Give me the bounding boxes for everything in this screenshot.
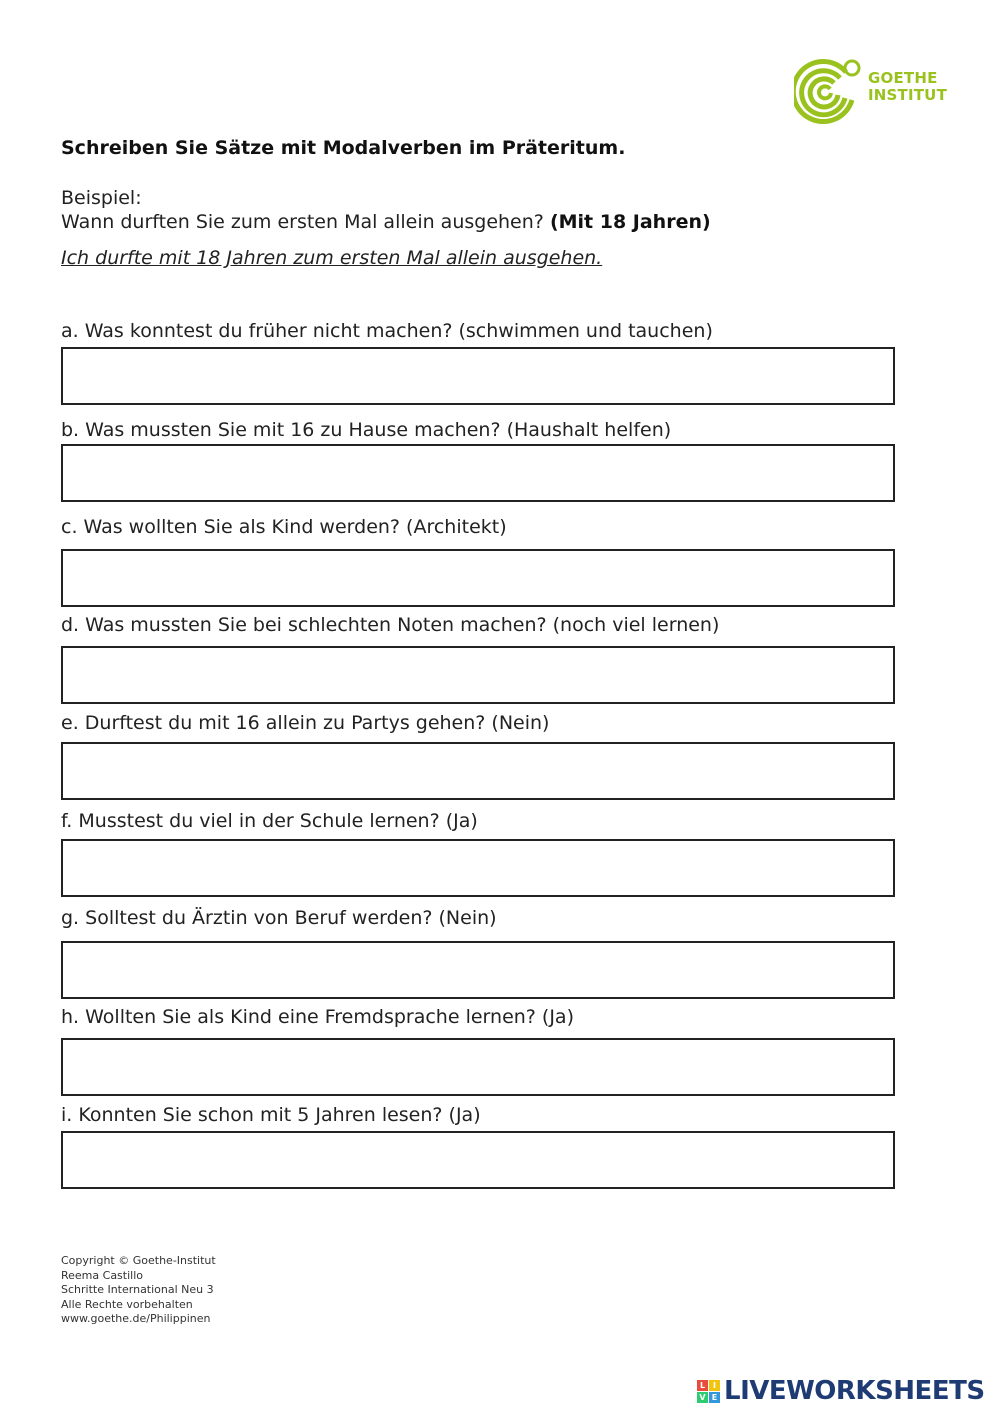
lw-icon-letter-i: I: [709, 1380, 720, 1391]
answer-box-e[interactable]: [61, 742, 895, 800]
logo-line-2: INSTITUT: [868, 86, 947, 104]
answer-box-d[interactable]: [61, 646, 895, 704]
lw-icon-letter-e: E: [709, 1392, 720, 1403]
answer-box-i[interactable]: [61, 1131, 895, 1189]
footer-book: Schritte International Neu 3: [61, 1283, 214, 1296]
liveworksheets-logo-icon: [697, 1380, 721, 1404]
answer-box-a[interactable]: [61, 347, 895, 405]
question-g: g. Solltest du Ärztin von Beruf werden? (Nein): [61, 907, 497, 929]
question-i: i. Konnten Sie schon mit 5 Jahren lesen? (Ja): [61, 1104, 481, 1126]
question-h: h. Wollten Sie als Kind eine Fremdsprache lernen? (Ja): [61, 1006, 574, 1028]
example-hint: (Mit 18 Jahren): [549, 211, 711, 233]
page-title: Schreiben Sie Sätze mit Modalverben im Präteritum.: [61, 137, 626, 159]
question-d: d. Was mussten Sie bei schlechten Noten machen? (noch viel lernen): [61, 614, 720, 636]
footer-author: Reema Castillo: [61, 1268, 144, 1282]
goethe-logo-icon: [794, 56, 864, 126]
question-e: e. Durftest du mit 16 allein zu Partys gehen? (Nein): [61, 712, 550, 734]
example-label: Beispiel:: [61, 187, 142, 209]
question-b: b. Was mussten Sie mit 16 zu Hause machen? (Haushalt helfen): [61, 419, 672, 441]
answer-box-h[interactable]: [61, 1038, 895, 1096]
liveworksheets-text: LIVEWORKSHEETS: [724, 1376, 985, 1406]
answer-box-g[interactable]: [61, 941, 895, 999]
goethe-institut-logo: [794, 56, 947, 126]
footer-rights: Alle Rechte vorbehalten: [61, 1297, 193, 1311]
question-a: a. Was konntest du früher nicht machen? (schwimmen und tauchen): [61, 320, 713, 342]
answer-box-b[interactable]: [61, 444, 895, 502]
footer-copyright: Copyright © Goethe-Institut: [61, 1254, 216, 1267]
logo-line-1: GOETHE: [868, 69, 938, 87]
footer-url: www.goethe.de/Philippinen: [61, 1312, 211, 1325]
liveworksheets-watermark: [697, 1376, 997, 1410]
lw-icon-letter-l: L: [697, 1380, 708, 1391]
question-f: f. Musstest du viel in der Schule lernen? (Ja): [61, 810, 478, 832]
example-question: [61, 211, 711, 233]
lw-icon-letter-v: V: [697, 1392, 708, 1403]
answer-box-f[interactable]: [61, 839, 895, 897]
copyright-footer: [61, 1254, 216, 1327]
example-question-text: Wann durften Sie zum ersten Mal allein ausgehen?: [61, 211, 544, 233]
example-answer: Ich durfte mit 18 Jahren zum ersten Mal allein ausgehen.: [61, 247, 603, 269]
answer-box-c[interactable]: [61, 549, 895, 607]
question-c: c. Was wollten Sie als Kind werden? (Architekt): [61, 516, 507, 538]
